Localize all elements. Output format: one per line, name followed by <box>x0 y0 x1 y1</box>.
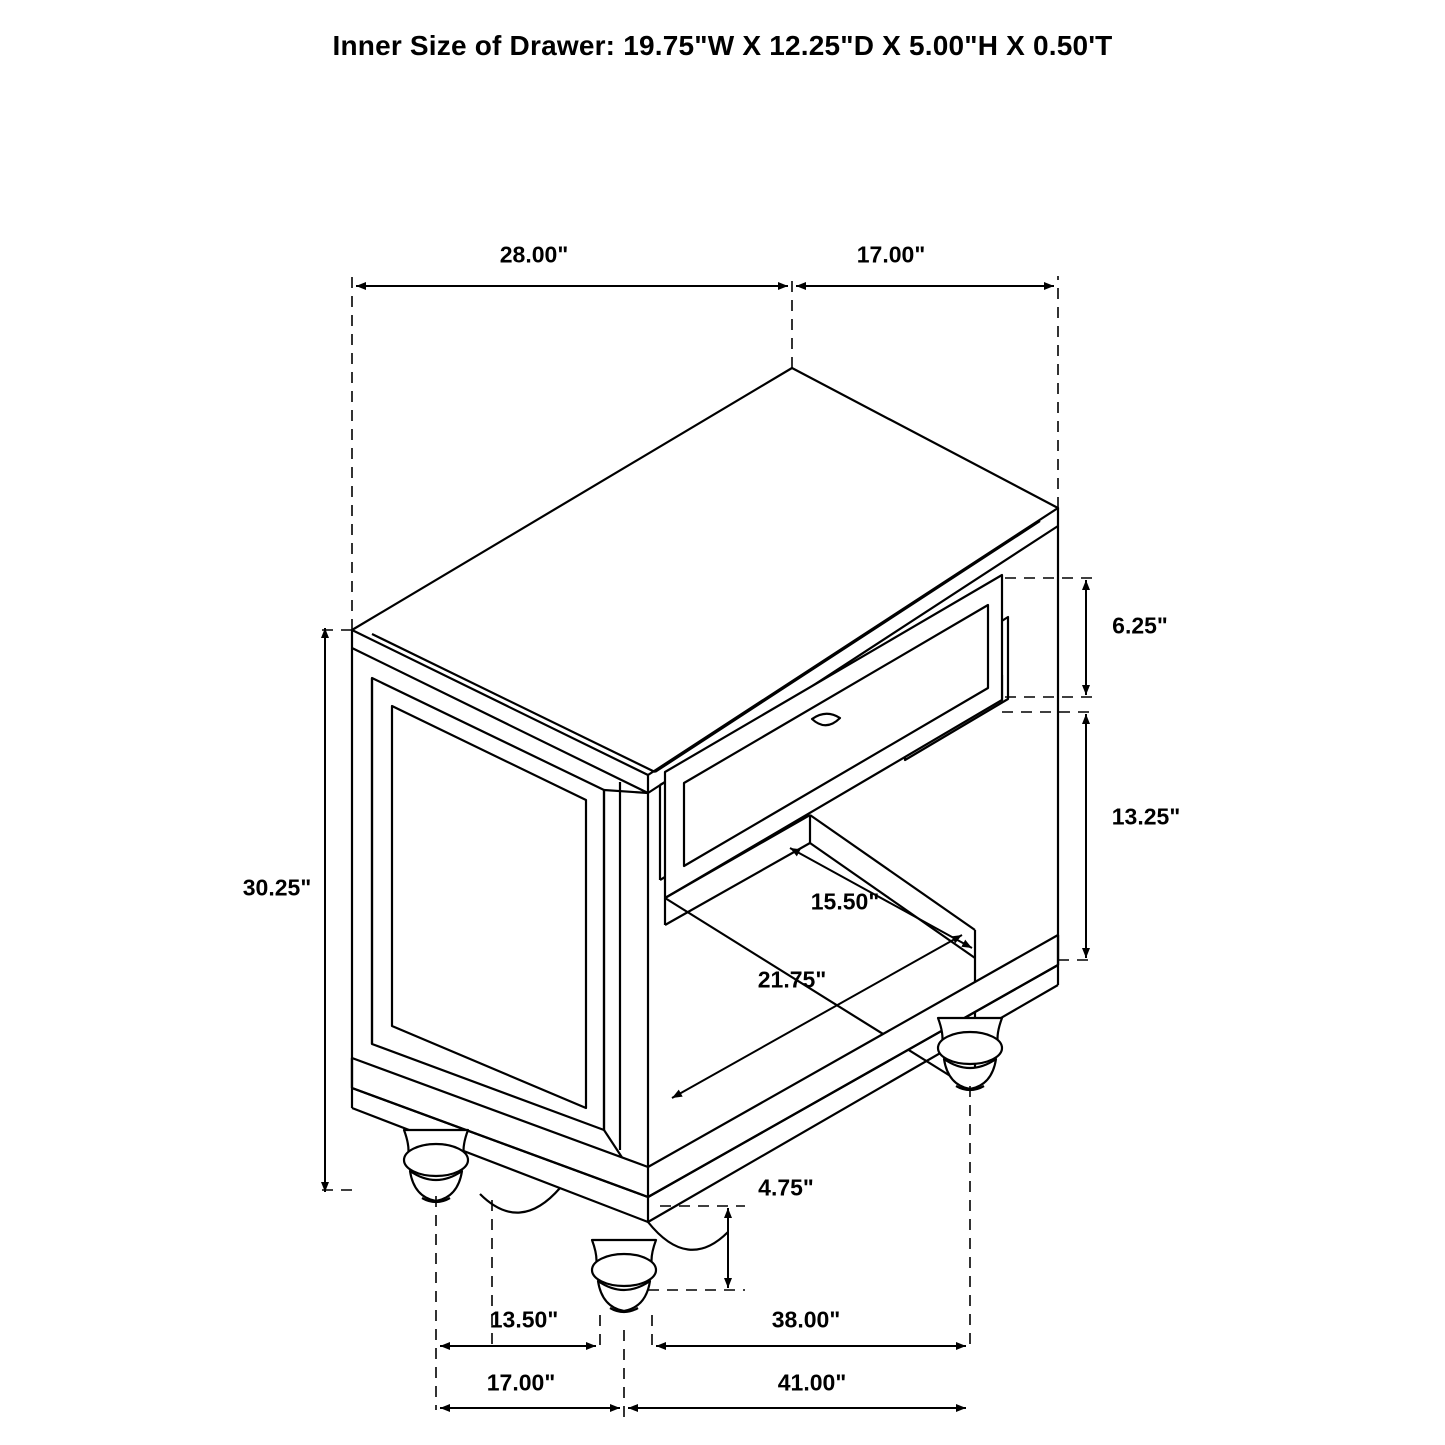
dimension-label-base-width: 17.00" <box>486 1369 556 1396</box>
nightstand-body <box>352 368 1058 1445</box>
dimension-label-base-depth: 41.00" <box>777 1369 847 1396</box>
dimension-label-foot-spacing-front: 13.50" <box>489 1306 559 1333</box>
page-title: Inner Size of Drawer: 19.75"W X 12.25"D X 5.00"H X 0.50'T <box>332 30 1113 61</box>
dimension-label-foot-spacing-side: 38.00" <box>771 1306 841 1333</box>
dimension-label-drawer-front-height: 6.25" <box>1112 612 1168 639</box>
dimension-label-leg-clearance: 4.75" <box>758 1174 814 1201</box>
dimension-label-interior-width: 21.75" <box>757 966 827 993</box>
dimension-label-overall-height: 30.25" <box>242 874 312 901</box>
dimension-label-top-left-width: 28.00" <box>499 241 569 268</box>
dimension-label-top-right-depth: 17.00" <box>856 241 926 268</box>
dimension-label-interior-depth: 15.50" <box>810 888 880 915</box>
dimension-label-lower-opening: 13.25" <box>1111 803 1181 830</box>
